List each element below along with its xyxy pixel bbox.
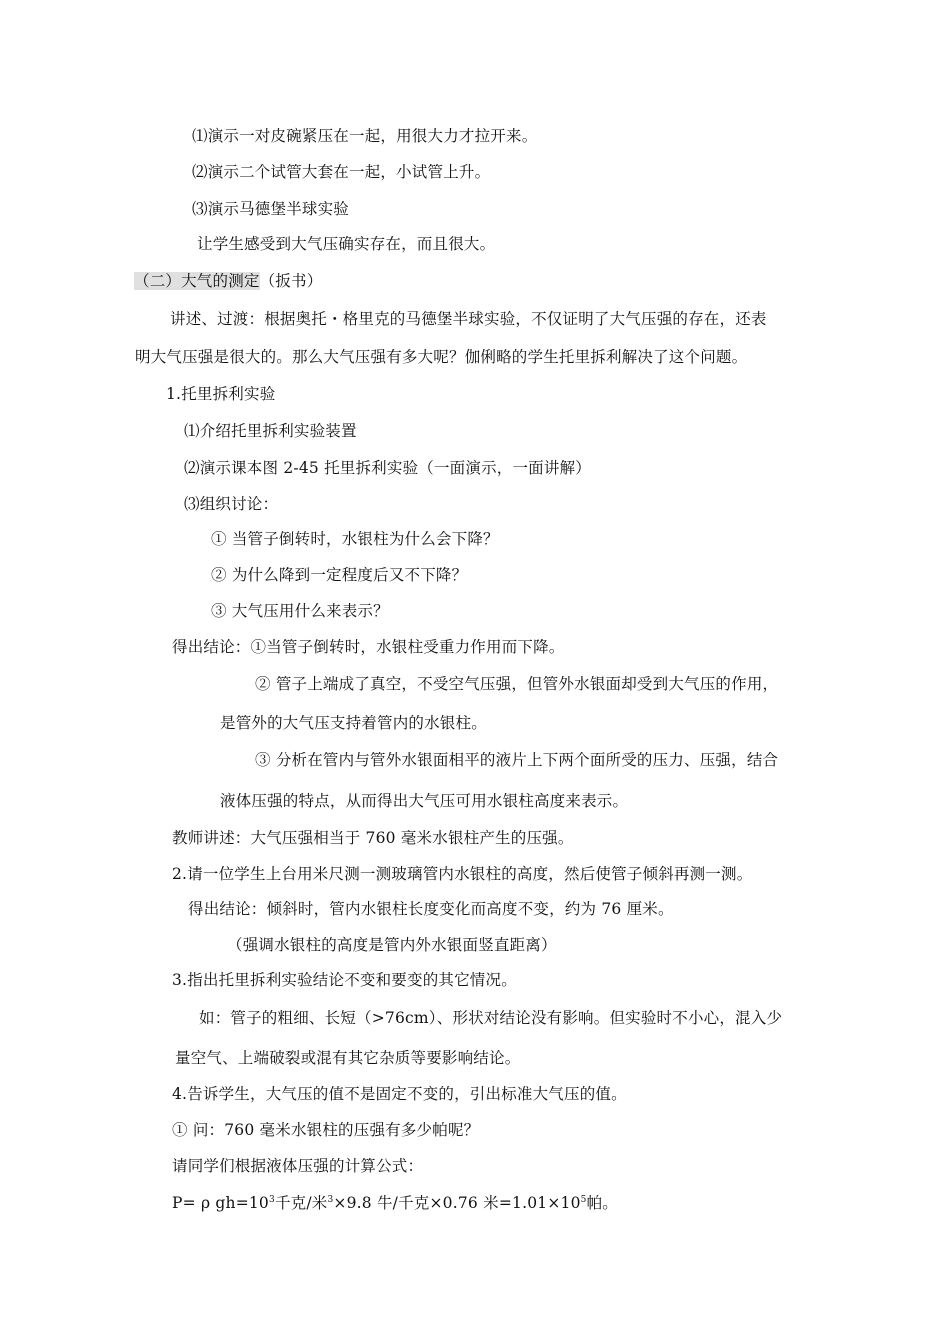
section-heading-note: （扳书） bbox=[259, 272, 323, 290]
paragraph-line: 请同学们根据液体压强的计算公式： bbox=[172, 1157, 424, 1175]
conclusion-line: ③ 分析在管内与管外水银面相平的液片上下两个面所受的压力、压强，结合 bbox=[255, 751, 779, 769]
question-item: ③ 大气压用什么来表示？ bbox=[211, 602, 389, 620]
paragraph-line: 明大气压强是很大的。那么大气压强有多大呢？伽俐略的学生托里拆利解决了这个问题。 bbox=[135, 348, 748, 366]
subheading-2: 2.请一位学生上台用米尺测一测玻璃管内水银柱的高度，然后使管子倾斜再测一测。 bbox=[172, 865, 753, 883]
list-item: ⑵演示课本图 2-45 托里拆利实验（一面演示，一面讲解） bbox=[184, 459, 591, 477]
demo-summary: 让学生感受到大气压确实存在，而且很大。 bbox=[197, 235, 496, 253]
subheading-1: 1.托里拆利实验 bbox=[166, 385, 276, 403]
demo-item-1: ⑴演示一对皮碗紧压在一起，用很大力才拉开来。 bbox=[192, 127, 538, 145]
question-item: ① 当管子倒转时，水银柱为什么会下降？ bbox=[211, 530, 499, 548]
conclusion-line: 得出结论：倾斜时，管内水银柱长度变化而高度不变，约为 76 厘米。 bbox=[188, 900, 674, 918]
subheading-4: 4.告诉学生，大气压的值不是固定不变的，引出标准大气压的值。 bbox=[172, 1085, 627, 1103]
formula-line: P= ρ $gh=10^3$千克/米$^3$×9.8 牛/千克×0.76 米$=1.01\times 10^5$帕。 bbox=[172, 1194, 618, 1212]
conclusion-line: 液体压强的特点，从而得出大气压可用水银柱高度来表示。 bbox=[220, 792, 629, 810]
conclusion-line: ② 管子上端成了真空，不受空气压强，但管外水银面却受到大气压的作用， bbox=[255, 675, 779, 693]
section-heading-title: （二）大气的测定 bbox=[134, 272, 260, 290]
demo-item-3: ⑶演示马德堡半球实验 bbox=[192, 200, 350, 218]
paragraph-line: 如：管子的粗细、长短（>76cm）、形状对结论没有影响。但实验时不小心，混入少 bbox=[199, 1009, 783, 1027]
list-item: ⑴介绍托里拆利实验装置 bbox=[184, 422, 357, 440]
conclusion-line: 是管外的大气压支持着管内的水银柱。 bbox=[220, 714, 487, 732]
list-item: ⑶组织讨论： bbox=[184, 495, 279, 513]
conclusion-line: 得出结论：①当管子倒转时，水银柱受重力作用而下降。 bbox=[172, 638, 565, 656]
teacher-statement: 教师讲述：大气压强相当于 760 毫米水银柱产生的压强。 bbox=[172, 829, 574, 847]
paragraph-line: 量空气、上端破裂或混有其它杂质等要影响结论。 bbox=[175, 1049, 521, 1067]
emphasis-note: （强调水银柱的高度是管内外水银面竖直距离） bbox=[227, 936, 557, 954]
subheading-3: 3.指出托里拆利实验结论不变和要变的其它情况。 bbox=[172, 971, 517, 989]
demo-item-2: ⑵演示二个试管大套在一起，小试管上升。 bbox=[192, 163, 491, 181]
question-item: ② 为什么降到一定程度后又不下降？ bbox=[211, 566, 468, 584]
paragraph-line: 讲述、过渡：根据奥托・格里克的马德堡半球实验，不仅证明了大气压强的存在，还表 bbox=[170, 310, 767, 328]
question-item: ① 问：760 毫米水银柱的压强有多少帕呢？ bbox=[172, 1121, 480, 1139]
section-heading bbox=[134, 270, 322, 292]
